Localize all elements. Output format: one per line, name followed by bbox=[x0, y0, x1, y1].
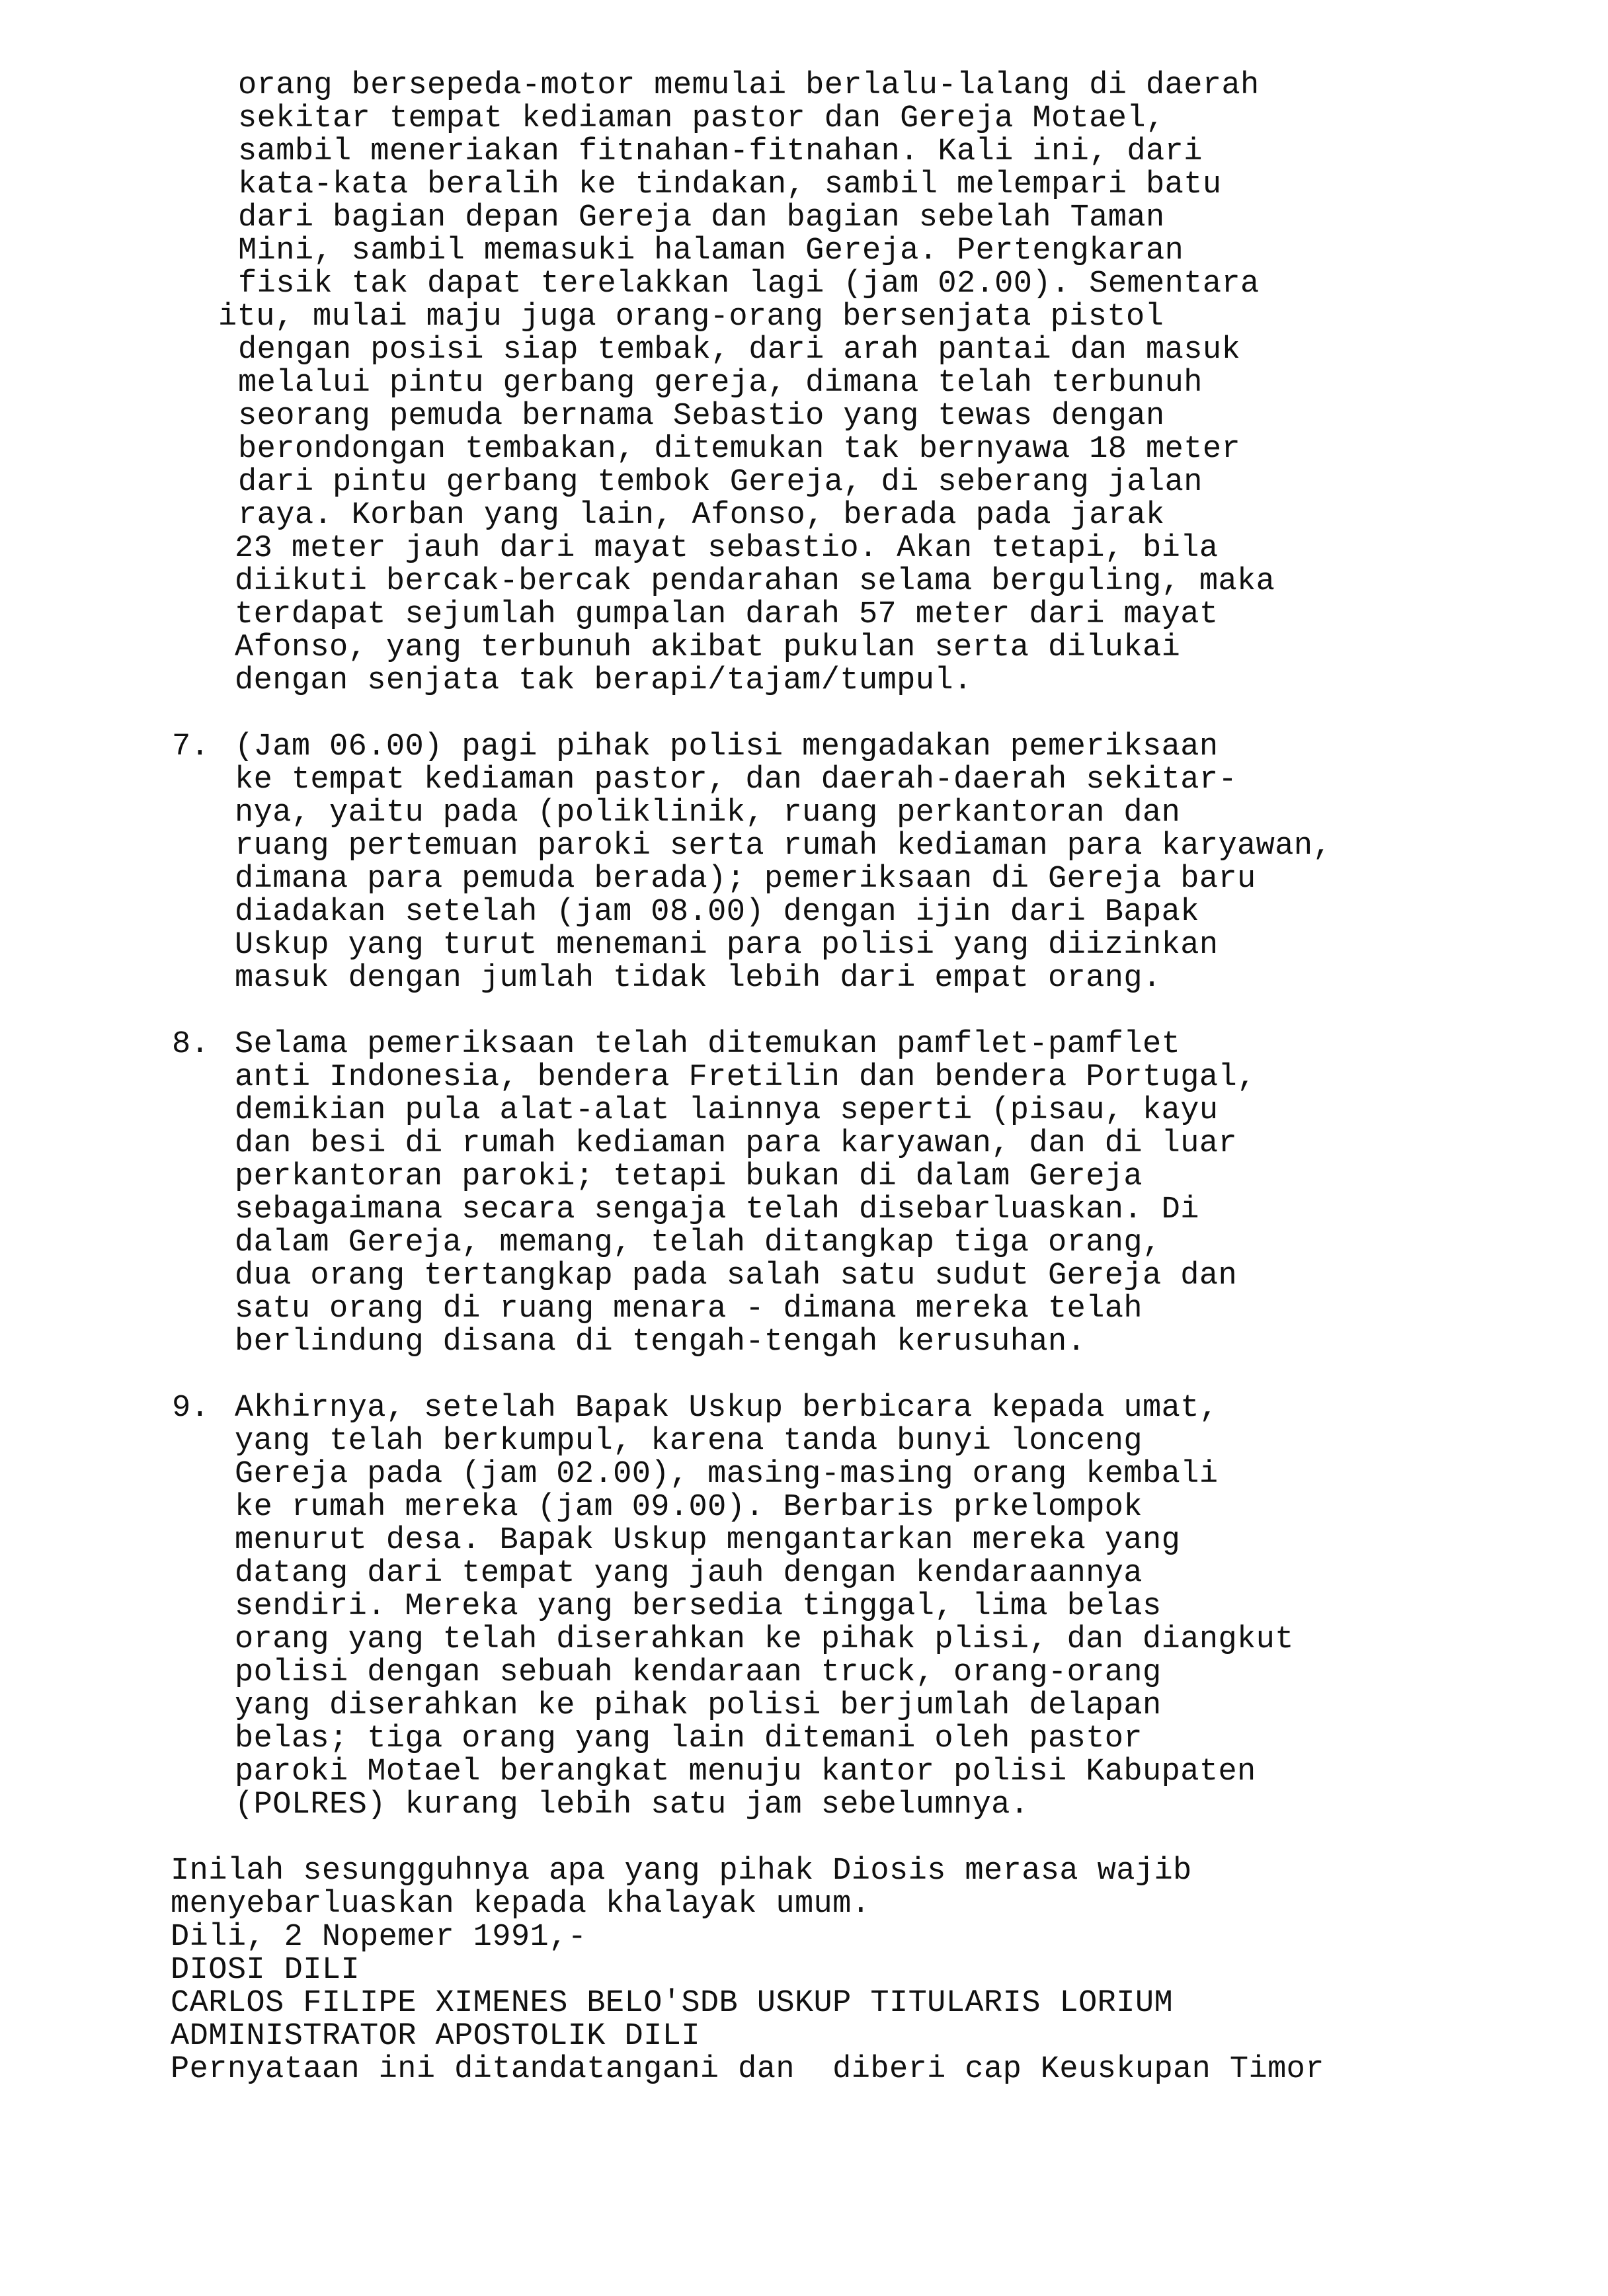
closing-note-line: Pernyataan ini ditandatangani dan diberi cap Keuskupan Timor bbox=[171, 2052, 1324, 2087]
text-line: ruang pertemuan paroki serta rumah kediaman para karyawan, bbox=[235, 829, 1332, 864]
item-number: 7. bbox=[172, 729, 210, 764]
text-line: datang dari tempat yang jauh dengan kendaraannya bbox=[235, 1556, 1143, 1591]
text-line: diikuti bercak-bercak pendarahan selama berguling, maka bbox=[235, 564, 1275, 599]
text-line: nya, yaitu pada (poliklinik, ruang perkantoran dan bbox=[235, 796, 1181, 831]
text-line: dengan posisi siap tembak, dari arah pantai dan masuk bbox=[238, 333, 1241, 368]
closing-line: Inilah sesungguhnya apa yang pihak Diosis merasa wajib bbox=[171, 1854, 1192, 1889]
item-number: 8. bbox=[172, 1027, 210, 1062]
text-line: belas; tiga orang yang lain ditemani oleh pastor bbox=[235, 1721, 1143, 1756]
text-line: yang telah berkumpul, karena tanda bunyi lonceng bbox=[235, 1424, 1143, 1459]
text-line: dengan senjata tak berapi/tajam/tumpul. bbox=[235, 663, 973, 698]
text-line: ke rumah mereka (jam 09.00). Berbaris prkelompok bbox=[235, 1490, 1143, 1525]
text-line: orang yang telah diserahkan ke pihak plisi, dan diangkut bbox=[235, 1622, 1294, 1657]
text-line: diadakan setelah (jam 08.00) dengan ijin dari Bapak bbox=[235, 895, 1199, 930]
text-line: Akhirnya, setelah Bapak Uskup berbicara kepada umat, bbox=[235, 1391, 1219, 1426]
text-line: dalam Gereja, memang, telah ditangkap tiga orang, bbox=[235, 1225, 1162, 1260]
text-line: orang bersepeda-motor memulai berlalu-lalang di daerah bbox=[238, 68, 1260, 103]
text-line: paroki Motael berangkat menuju kantor polisi Kabupaten bbox=[235, 1754, 1256, 1789]
text-line: 23 meter jauh dari mayat sebastio. Akan tetapi, bila bbox=[235, 531, 1219, 566]
text-line: dari bagian depan Gereja dan bagian sebelah Taman bbox=[238, 200, 1165, 235]
signatory-title-line: ADMINISTRATOR APOSTOLIK DILI bbox=[171, 2019, 700, 2054]
signatory-line: CARLOS FILIPE XIMENES BELO'SDB USKUP TITULARIS LORIUM bbox=[171, 1986, 1174, 2021]
text-line: yang diserahkan ke pihak polisi berjumlah delapan bbox=[235, 1688, 1162, 1723]
closing-line: menyebarluaskan kepada khalayak umum. bbox=[171, 1887, 871, 1922]
text-line: perkantoran paroki; tetapi bukan di dalam Gereja bbox=[235, 1159, 1143, 1194]
text-line: fisik tak dapat terelakkan lagi (jam 02.00). Sementara bbox=[238, 266, 1260, 302]
text-line: Afonso, yang terbunuh akibat pukulan serta dilukai bbox=[235, 630, 1181, 665]
text-line: raya. Korban yang lain, Afonso, berada pada jarak bbox=[238, 498, 1165, 533]
text-line: dan besi di rumah kediaman para karyawan, dan di luar bbox=[235, 1126, 1238, 1161]
text-line: Mini, sambil memasuki halaman Gereja. Pertengkaran bbox=[238, 233, 1184, 268]
text-line: masuk dengan jumlah tidak lebih dari empat orang. bbox=[235, 961, 1162, 996]
item-number: 9. bbox=[172, 1391, 210, 1426]
text-line: polisi dengan sebuah kendaraan truck, orang-orang bbox=[235, 1655, 1162, 1690]
text-line: Gereja pada (jam 02.00), masing-masing orang kembali bbox=[235, 1457, 1219, 1492]
text-line: dua orang tertangkap pada salah satu sudut Gereja dan bbox=[235, 1258, 1238, 1293]
text-line: dari pintu gerbang tembok Gereja, di seberang jalan bbox=[238, 465, 1203, 500]
text-line: terdapat sejumlah gumpalan darah 57 meter dari mayat bbox=[235, 597, 1219, 632]
text-line: menurut desa. Bapak Uskup mengantarkan mereka yang bbox=[235, 1523, 1181, 1558]
text-line: sendiri. Mereka yang bersedia tinggal, lima belas bbox=[235, 1589, 1162, 1624]
text-line: sambil meneriakan fitnahan-fitnahan. Kali ini, dari bbox=[238, 134, 1203, 169]
text-line: ke tempat kediaman pastor, dan daerah-daerah sekitar- bbox=[235, 762, 1238, 798]
text-line: sekitar tempat kediaman pastor dan Gereja Motael, bbox=[238, 101, 1165, 136]
text-line: demikian pula alat-alat lainnya seperti (pisau, kayu bbox=[235, 1093, 1219, 1128]
text-line: (POLRES) kurang lebih satu jam sebelumnya. bbox=[235, 1787, 1029, 1823]
text-line: melalui pintu gerbang gereja, dimana telah terbunuh bbox=[238, 366, 1203, 401]
text-line: kata-kata beralih ke tindakan, sambil melempari batu bbox=[238, 167, 1222, 202]
text-line: berlindung disana di tengah-tengah kerusuhan. bbox=[235, 1325, 1086, 1360]
text-line: (Jam 06.00) pagi pihak polisi mengadakan pemeriksaan bbox=[235, 729, 1219, 764]
text-line: dimana para pemuda berada); pemeriksaan di Gereja baru bbox=[235, 862, 1256, 897]
text-line: anti Indonesia, bendera Fretilin dan bendera Portugal, bbox=[235, 1060, 1256, 1095]
text-line: berondongan tembakan, ditemukan tak bernyawa 18 meter bbox=[238, 432, 1241, 467]
text-line: Uskup yang turut menemani para polisi yang diizinkan bbox=[235, 928, 1219, 963]
text-line: sebagaimana secara sengaja telah disebarluaskan. Di bbox=[235, 1192, 1199, 1227]
date-line: Dili, 2 Nopemer 1991,- bbox=[171, 1920, 587, 1955]
text-line: Selama pemeriksaan telah ditemukan pamflet-pamflet bbox=[235, 1027, 1181, 1062]
org-line: DIOSI DILI bbox=[171, 1953, 360, 1988]
text-line: itu, mulai maju juga orang-orang bersenjata pistol bbox=[218, 300, 1164, 335]
text-line: seorang pemuda bernama Sebastio yang tewas dengan bbox=[238, 399, 1165, 434]
text-line: satu orang di ruang menara - dimana mereka telah bbox=[235, 1292, 1143, 1327]
